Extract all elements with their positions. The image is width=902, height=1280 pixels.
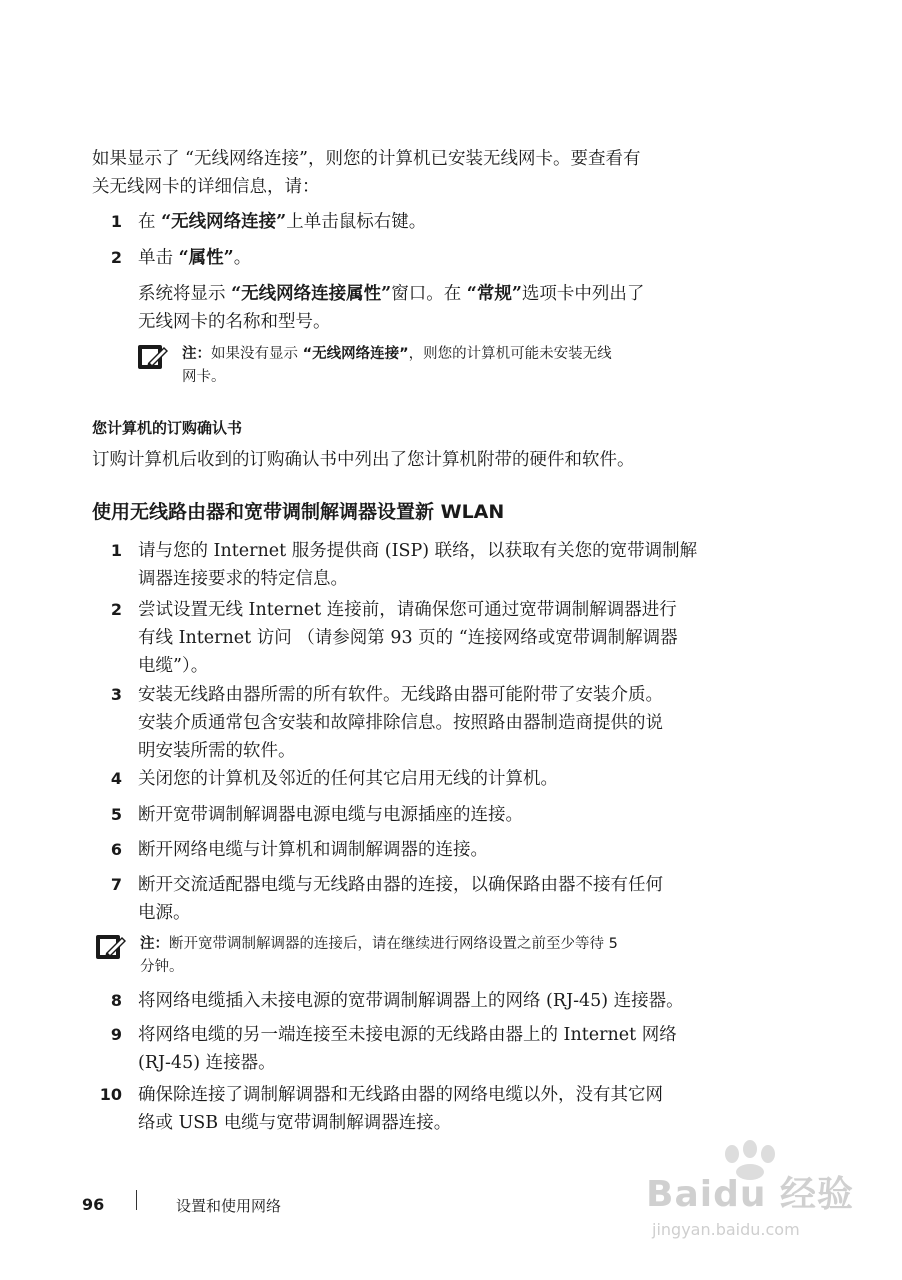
- step-text: 断开宽带调制解调器电源电缆与电源插座的连接。: [138, 805, 523, 825]
- step-text: 关闭您的计算机及邻近的任何其它启用无线的计算机。: [138, 769, 558, 789]
- note-text: 分钟。: [140, 959, 184, 975]
- step-text: 单击: [138, 248, 179, 268]
- intro-line-1: 如果显示了 “无线网络连接”，则您的计算机已安装无线网卡。要查看有: [92, 149, 641, 169]
- intro-line-2: 关无线网卡的详细信息，请：: [92, 177, 320, 197]
- watermark-brand: Baidu 经验: [646, 1174, 855, 1215]
- step-number: 7: [110, 875, 122, 894]
- note-text: ，则您的计算机可能未安装无线: [408, 346, 612, 362]
- step-text: 将网络电缆插入未接电源的宽带调制解调器上的网络 (RJ-45) 连接器。: [138, 991, 684, 1011]
- step-text: 明安装所需的软件。: [138, 741, 296, 761]
- sub-bold-text: “常规”: [466, 284, 522, 304]
- sub-bold-text: “无线网络连接属性”: [231, 284, 392, 304]
- step-bold-text: “属性”: [178, 248, 234, 268]
- step-text: 电源。: [138, 903, 191, 923]
- step-text: 调器连接要求的特定信息。: [138, 569, 348, 589]
- note-label: 注：: [182, 346, 211, 362]
- note-text: 如果没有显示: [211, 346, 303, 362]
- step-number: 6: [110, 840, 122, 859]
- note-text: 网卡。: [182, 369, 226, 385]
- note-text: 断开宽带调制解调器的连接后，请在继续进行网络设置之前至少等待 5: [169, 936, 618, 952]
- sub-text: 窗口。在: [391, 284, 467, 304]
- step-text: 有线 Internet 访问 （请参阅第 93 页的 “连接网络或宽带调制解调器: [138, 628, 678, 648]
- sub-text: 无线网卡的名称和型号。: [138, 312, 331, 332]
- step-number: 1: [110, 212, 122, 231]
- step-text: 电缆”）。: [138, 656, 209, 676]
- step-text: 。: [233, 248, 252, 268]
- pencil-note-icon: [138, 343, 170, 371]
- step-number: 1: [110, 541, 122, 560]
- page-number: 96: [82, 1195, 105, 1214]
- sub-text: 系统将显示: [138, 284, 232, 304]
- section-heading-order-confirmation: 您计算机的订购确认书: [92, 419, 243, 437]
- step-text: 确保除连接了调制解调器和无线路由器的网络电缆以外，没有其它网: [138, 1085, 663, 1105]
- step-text: 安装介质通常包含安装和故障排除信息。按照路由器制造商提供的说: [138, 713, 663, 733]
- note-bold-text: “无线网络连接”: [302, 346, 409, 362]
- step-number: 4: [110, 769, 122, 788]
- step-text: 上单击鼠标右键。: [286, 212, 427, 232]
- step-text: 安装无线路由器所需的所有软件。无线路由器可能附带了安装介质。: [138, 685, 663, 705]
- step-text: 在: [138, 212, 162, 232]
- step-number: 9: [110, 1025, 122, 1044]
- step-number: 2: [110, 248, 122, 267]
- step-number: 10: [99, 1085, 122, 1104]
- step-text: 断开交流适配器电缆与无线路由器的连接，以确保路由器不接有任何: [138, 875, 663, 895]
- step-number: 8: [110, 991, 122, 1010]
- section-body: 订购计算机后收到的订购确认书中列出了您计算机附带的硬件和软件。: [92, 450, 635, 470]
- pencil-note-icon: [96, 933, 128, 961]
- step-bold-text: “无线网络连接”: [161, 212, 287, 232]
- step-text: 尝试设置无线 Internet 连接前，请确保您可通过宽带调制解调器进行: [138, 600, 677, 620]
- step-number: 5: [110, 805, 122, 824]
- watermark-url: jingyan.baidu.com: [652, 1220, 800, 1239]
- step-number: 3: [110, 685, 122, 704]
- note-label: 注：: [140, 936, 169, 952]
- step-text: 络或 USB 电缆与宽带调制解调器连接。: [138, 1113, 452, 1133]
- note-box: [96, 933, 796, 983]
- intro-paragraph: [92, 145, 792, 201]
- sub-text: 选项卡中列出了: [521, 284, 645, 304]
- chapter-title: 设置和使用网络: [176, 1197, 282, 1215]
- step-text: 将网络电缆的另一端连接至未接电源的无线路由器上的 Internet 网络: [138, 1025, 677, 1045]
- step-text: (RJ-45) 连接器。: [138, 1053, 276, 1073]
- step-text: 请与您的 Internet 服务提供商 (ISP) 联络，以获取有关您的宽带调制解: [138, 541, 698, 561]
- step-text: 断开网络电缆与计算机和调制解调器的连接。: [138, 840, 488, 860]
- baidu-watermark: [640, 1140, 870, 1260]
- section-heading-wlan-setup: 使用无线路由器和宽带调制解调器设置新 WLAN: [92, 501, 505, 523]
- note-box: [138, 343, 798, 393]
- footer-separator: [136, 1190, 137, 1210]
- step-number: 2: [110, 600, 122, 619]
